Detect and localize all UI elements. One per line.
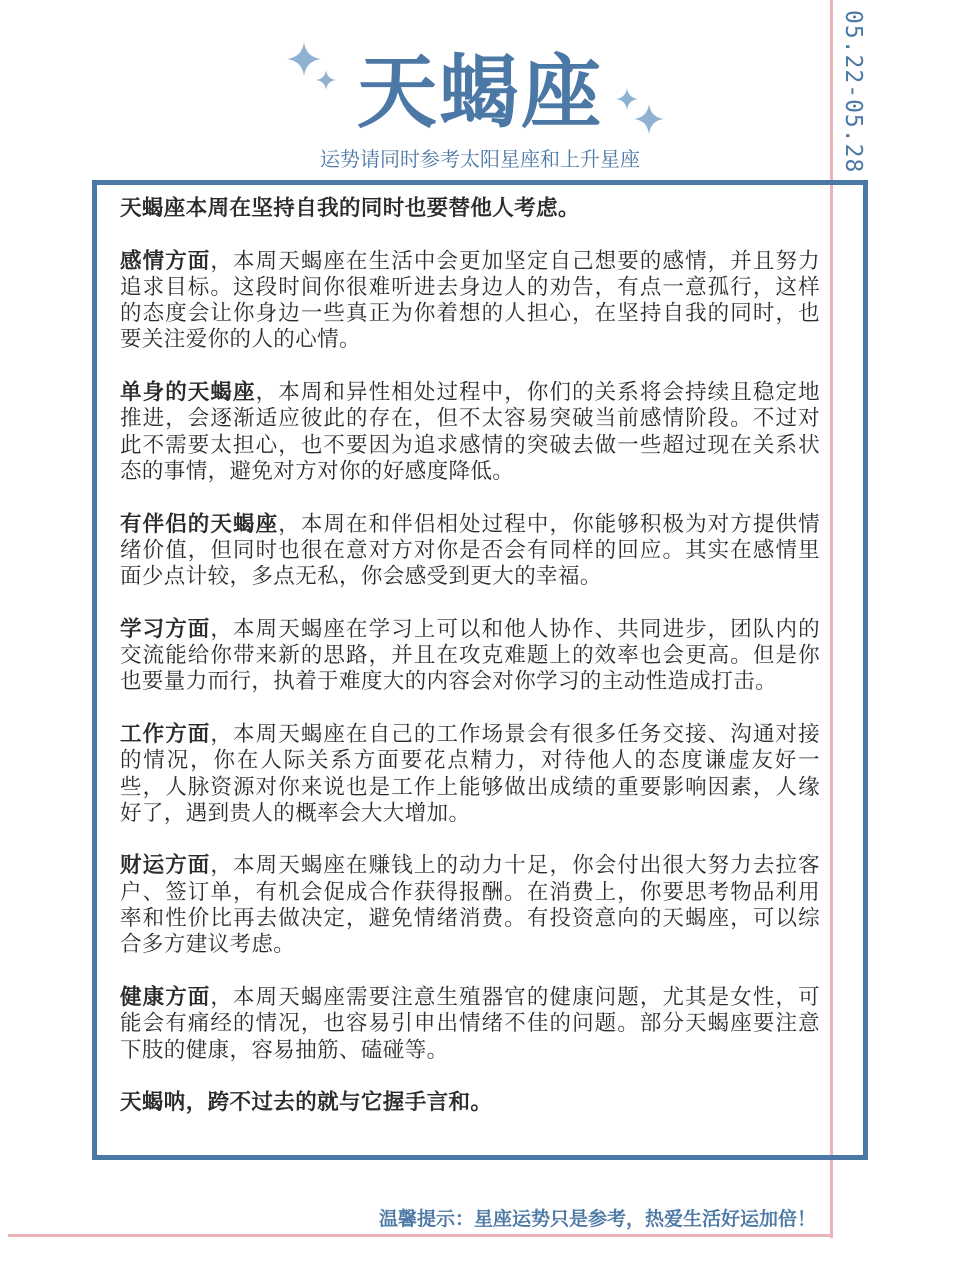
intro-text: 天蝎座本周在坚持自我的同时也要替他人考虑。 [120,196,580,221]
section-text: ，本周天蝎座在赚钱上的动力十足，你会付出很大努力去拉客户、签订单，有机会促成合作获得报酬。在消费上，你要思考物品利用率和性价比再去做决定，避免情绪消费。有投资意向的天蝎座，可以综合多方建议考虑。 [120,853,820,958]
section-love [120,249,820,354]
subtitle: 运势请同时参考太阳星座和上升星座 [320,147,640,171]
page-title: 天蝎座 [357,46,603,139]
section-partnered [120,512,820,591]
section-heading: 感情方面 [120,248,211,274]
section-text: ，本周和异性相处过程中，你们的关系将会持续且稳定地推进，会逐渐适应彼此的存在，但不太容易突破当前感情阶段。不过对此不需要太担心，也不要因为追求感情的突破去做一些超过现在关系状态的事情，避免对方对你的好感度降低。 [120,380,820,484]
section-text: ，本周天蝎座在学习上可以和他人协作、共同进步，团队内的交流能给你带来新的思路，并且在攻克难题上的效率也会更高。但是你也要量力而行，执着于难度大的内容会对你学习的主动性造成打击。 [120,616,820,695]
section-heading: 财运方面 [120,853,211,879]
horoscope-content [120,196,820,1143]
section-heading: 健康方面 [120,984,211,1010]
closing-text: 天蝎呐，跨不过去的就与它握手言和。 [120,1090,493,1116]
section-work [120,722,820,827]
pink-horizontal-line [8,1234,833,1237]
section-text: ，本周天蝎座在自己的工作场景会有很多任务交接、沟通对接的情况，你在人际关系方面要花点精力，对待他人的态度谦虚友好一些，人脉资源对你来说也是工作上能够做出成绩的重要影响因素，人缘好了，遇到贵人的概率会大大增加。 [120,721,820,826]
section-health [120,985,820,1064]
section-text: ，本周天蝎座需要注意生殖器官的健康问题，尤其是女性，可能会有痛经的情况，也容易引申出情绪不佳的问题。部分天蝎座要注意下肢的健康，容易抽筋、磕碰等。 [120,984,820,1063]
section-text: ，本周在和伴侣相处过程中，你能够积极为对方提供情绪价值，但同时也很在意对方对你是否会有同样的回应。其实在感情里面少点计较，多点无私，你会感受到更大的幸福。 [120,511,820,590]
sparkle-icon-right-large [634,104,664,134]
section-text: ，本周天蝎座在生活中会更加坚定自己想要的感情，并且努力追求目标。这段时间你很难听进去身边人的劝告，有点一意孤行，这样的态度会让你身边一些真正为你着想的人担心，在坚持自我的同时，也要关注爱你的人的心情。 [120,248,820,353]
section-heading: 学习方面 [120,616,211,642]
intro-paragraph [120,196,820,222]
section-heading: 工作方面 [120,721,211,747]
section-wealth [120,853,820,958]
date-range: 05.22-05.28 [840,10,866,174]
closing-paragraph [120,1090,820,1116]
section-single [120,380,820,485]
section-heading: 单身的天蝎座 [120,380,256,406]
section-study [120,617,820,696]
section-heading: 有伴侣的天蝎座 [120,511,279,537]
footer-tip: 温馨提示：星座运势只是参考，热爱生活好运加倍！ [378,1208,816,1230]
